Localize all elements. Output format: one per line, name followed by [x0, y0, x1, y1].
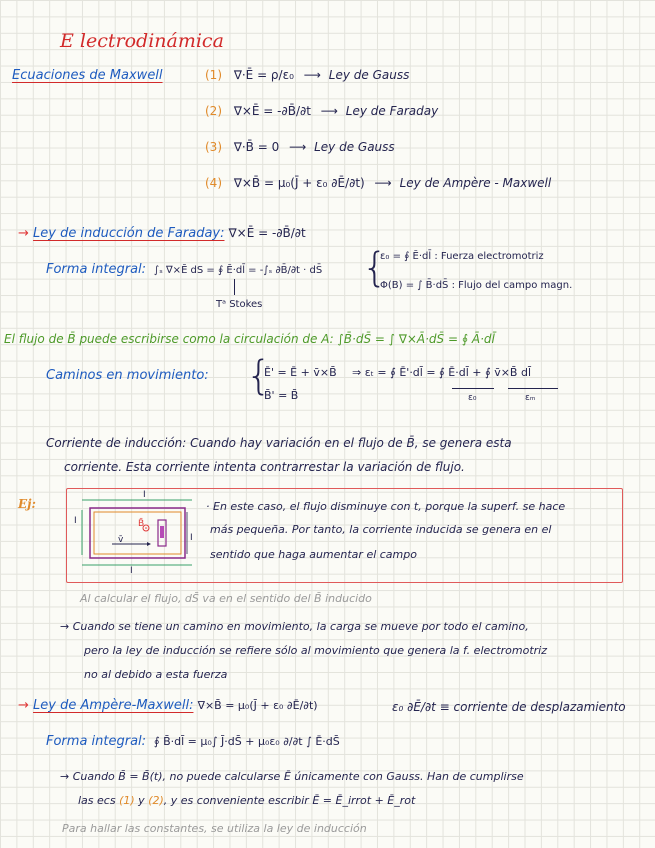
- dim-label-top: I: [143, 490, 146, 500]
- emf-sub-2: εₘ: [525, 393, 536, 403]
- velocity-label: v̄: [118, 535, 124, 545]
- constants-note: Para hallar las constantes, se utiliza la ley de inducción: [62, 822, 367, 835]
- eq-number: (3): [205, 140, 222, 154]
- faraday-heading-row: [18, 226, 306, 241]
- equation: ∇·Ē = ρ/ε₀: [233, 68, 294, 82]
- example-text-2: más pequeña. Por tanto, la corriente inducida se genera en el: [210, 523, 552, 536]
- integral-label: Forma integral:: [46, 734, 147, 749]
- eq-number: (4): [205, 176, 222, 190]
- arrow-bullet: →: [18, 226, 29, 241]
- flux-definition: Φ(B) = ∫ B̄·dS̄ : Flujo del campo magn.: [380, 280, 573, 291]
- e-prime-eq: Ē' = Ē + v̄×B̄: [264, 366, 337, 379]
- arrow: ⟶: [320, 104, 338, 118]
- note-text: las ecs: [78, 794, 116, 807]
- faraday-integral-row: [46, 262, 322, 277]
- law-name: Ley de Gauss: [328, 68, 410, 82]
- example-text-1: · En este caso, el flujo disminuye con t, porque la superf. se hace: [206, 500, 566, 513]
- moving-note-line-2: pero la ley de inducción se refiere sólo al movimiento que genera la f. electromotriz: [84, 644, 547, 657]
- maxwell-heading: Ecuaciones de Maxwell: [12, 68, 163, 83]
- equation: ∇×B̄ = μ₀(J̄ + ε₀ ∂Ē/∂t): [233, 176, 365, 190]
- b-field-label: B̄: [138, 519, 145, 529]
- arrow-bullet: →: [18, 698, 29, 713]
- arrow: ⟶: [289, 140, 307, 154]
- induced-current-line-2: corriente. Esta corriente intenta contrarrestar la variación de flujo.: [64, 460, 465, 474]
- note-text: y: [138, 794, 145, 807]
- maxwell-eq-1: [205, 68, 409, 82]
- ampere-note-1: → Cuando B̄ = B̄(t), no puede calcularse Ē únicamente con Gauss. Han de cumplirse: [60, 770, 524, 783]
- moving-note-line-3: no al debido a esta fuerza: [84, 668, 228, 681]
- arrow: ⟶: [303, 68, 321, 82]
- maxwell-eq-3: [205, 140, 395, 154]
- stokes-label: Tᵃ Stokes: [216, 299, 263, 310]
- ampere-heading: Ley de Ampère-Maxwell:: [33, 698, 194, 713]
- vector-potential-note: El flujo de B̄ puede escribirse como la circulación de A: ∫B̄·dS̄ = ∫ ∇×Ā·dS̄ = ∮ Ā·dl̄: [4, 332, 495, 346]
- maxwell-eq-2: [205, 104, 438, 118]
- eq-ref-1: (1): [119, 794, 135, 807]
- example-label: Ej:: [18, 497, 36, 511]
- stokes-arrow: [234, 279, 235, 295]
- note-text: , y es conveniente escribir Ē = Ē_irrot + Ē_rot: [163, 794, 416, 807]
- dim-label-bottom: I: [130, 566, 133, 576]
- dim-label-right: I: [190, 533, 193, 543]
- underbrace-2: [508, 388, 558, 389]
- page-title: E lectrodinámica: [60, 30, 224, 52]
- b-prime-eq: B̄' = B̄: [264, 389, 299, 402]
- equation: ∇×Ē = -∂B̄/∂t: [233, 104, 311, 118]
- brace: {: [362, 245, 388, 291]
- law-name: Ley de Gauss: [314, 140, 395, 154]
- faraday-eq: ∇×Ē = -∂B̄/∂t: [228, 226, 306, 240]
- example-text-3: sentido que haga aumentar el campo: [210, 548, 417, 561]
- ampere-integral-row: [46, 734, 340, 749]
- maxwell-eq-4: [205, 176, 551, 190]
- emf-sub-1: ε₀: [468, 393, 477, 403]
- law-name: Ley de Faraday: [345, 104, 439, 118]
- underbrace-1: [452, 388, 494, 389]
- flux-direction-note: Al calcular el flujo, dS̄ va en el sentido del B̄ inducido: [80, 592, 372, 605]
- integral-label: Forma integral:: [46, 262, 147, 277]
- emf-definition: ε₀ = ∮ Ē·dl̄ : Fuerza electromotriz: [380, 251, 544, 262]
- arrow: ⟶: [374, 176, 392, 190]
- emf-moving-eq: ⇒ εₜ = ∮ Ē'·dl̄ = ∮ Ē·dl̄ + ∮ v̄×B̄ dl̄: [352, 366, 532, 379]
- law-name: Ley de Ampère - Maxwell: [399, 176, 552, 190]
- faraday-heading: Ley de inducción de Faraday:: [33, 226, 225, 241]
- eq-number: (2): [205, 104, 222, 118]
- integral-eq: ∫ₛ ∇×Ē dS = ∮ Ē·dl̄ = -∫ₛ ∂B̄/∂t · dS̄: [153, 265, 323, 276]
- equation: ∇·B̄ = 0: [233, 140, 280, 154]
- eq-number: (1): [205, 68, 222, 82]
- brace: {: [246, 353, 272, 399]
- moving-paths-label: Caminos en movimiento:: [46, 368, 209, 383]
- integral-eq: ∮ B̄·dl̄ = μ₀∫ J̄·dS̄ + μ₀ε₀ ∂/∂t ∫ Ē·dS̄: [153, 735, 340, 748]
- ampere-heading-row: [18, 698, 318, 713]
- moving-note-line-1: → Cuando se tiene un camino en movimiento, la carga se mueve por todo el camino,: [60, 620, 529, 633]
- induced-current-line-1: Corriente de inducción: Cuando hay variación en el flujo de B̄, se genera esta: [46, 436, 512, 450]
- dim-label-left: I: [74, 516, 77, 526]
- displacement-current: ε₀ ∂Ē/∂t ≡ corriente de desplazamiento: [392, 700, 626, 714]
- ampere-note-2: [78, 794, 415, 807]
- circuit-diagram: [72, 490, 202, 575]
- ampere-eq: ∇×B̄ = μ₀(J̄ + ε₀ ∂Ē/∂t): [197, 699, 318, 712]
- eq-ref-2: (2): [148, 794, 164, 807]
